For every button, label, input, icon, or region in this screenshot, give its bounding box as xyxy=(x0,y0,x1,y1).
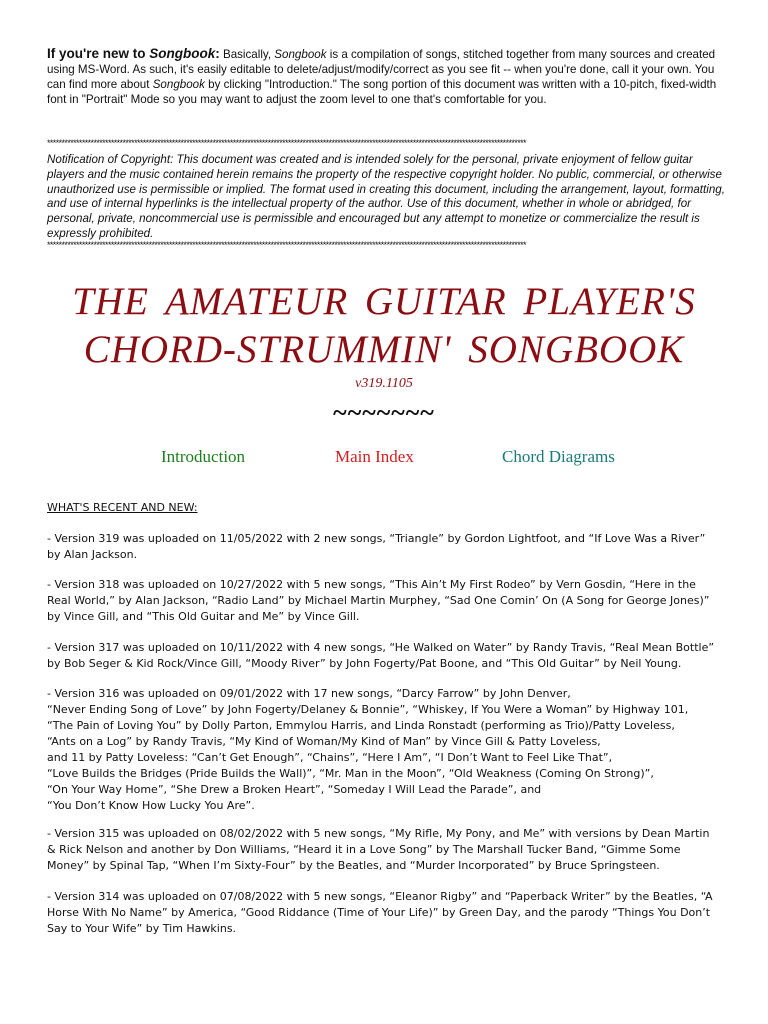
recent-heading: WHAT'S RECENT AND NEW: xyxy=(47,501,198,514)
news-line: & Rick Nelson and another by Don Williams, “Heard it in a Love Song” by The Marshall Tucker Band, “Gimme Some xyxy=(47,843,681,856)
intro-lead-colon: : xyxy=(215,46,220,61)
intro-text: by clicking "Introduction." The song portion of this document was written with a 10-pitch, fixed-width font in "Portrait" Mode so you may want to adjust the zoom level to one that's comfortable for you. xyxy=(47,78,717,106)
news-line: by Vince Gill, and “This Old Guitar and Me” by Vince Gill. xyxy=(47,610,360,623)
news-line: “Love Builds the Bridges (Pride Builds the Wall)”, “Mr. Man in the Moon”, “Old Weakness (Coming On Strong)”, xyxy=(47,767,654,780)
news-item-v316 xyxy=(47,686,727,814)
separator-top: ********************************************************************************************************************************************************************* xyxy=(47,138,526,148)
news-line: by Bob Seger & Kid Rock/Vince Gill, “Moody River” by John Fogerty/Pat Boone, and “This Old Guitar” by Neil Young. xyxy=(47,657,682,670)
chord-diagrams-link[interactable]: Chord Diagrams xyxy=(502,447,615,466)
news-line: Real World,” by Alan Jackson, “Radio Land” by Michael Martin Murphey, “Sad One Comin’ On (A Song for George Jones)” xyxy=(47,594,710,607)
intro-songbook-name: Songbook xyxy=(152,78,205,91)
news-line: “Never Ending Song of Love” by John Fogerty/Delaney & Bonnie”, “Whiskey, If You Were a Woman” by Highway 101, xyxy=(47,703,689,716)
news-line: - Version 319 was uploaded on 11/05/2022 with 2 new songs, “Triangle” by Gordon Lightfoot, and “If Love Was a River” xyxy=(47,532,706,545)
songbook-title-line1: THE AMATEUR GUITAR PLAYER'S xyxy=(72,280,696,323)
news-line: Say to Your Wife” by Tim Hawkins. xyxy=(47,922,237,935)
news-line: Horse With No Name” by America, “Good Riddance (Time of Your Life)” by Green Day, and the parody “Things You Don’t xyxy=(47,906,711,919)
copyright-notice: Notification of Copyright: This document was created and is intended solely for the personal, private enjoyment of fellow guitar players and the music contained herein remains the property of the respective copyright holder. No public, commercial, or otherwise unauthorized use is permissible or implied. The format used in creating this document, including the arrangement, layout, formatting, and use of internal hyperlinks is the intellectual property of the author. Use of this document, whether in whole or abridged, for personal, private, noncommercial use is permissible and encouraged but any attempt to monetize or commercialize the result is expressly prohibited. xyxy=(47,153,725,240)
news-line: - Version 315 was uploaded on 08/02/2022 with 5 new songs, “My Rifle, My Pony, and Me” with versions by Dean Martin xyxy=(47,827,710,840)
news-line: - Version 318 was uploaded on 10/27/2022 with 5 new songs, “This Ain’t My First Rodeo” by Vern Gosdin, “Here in the xyxy=(47,578,696,591)
news-line: - Version 316 was uploaded on 09/01/2022 with 17 new songs, “Darcy Farrow” by John Denver, xyxy=(47,687,571,700)
intro-paragraph xyxy=(47,46,727,107)
intro-lead xyxy=(47,46,220,61)
news-line: Money” by Spinal Tap, “When I’m Sixty-Four” by the Beatles, and “Murder Incorporated” by Bruce Springsteen. xyxy=(47,859,660,872)
main-index-link[interactable]: Main Index xyxy=(335,447,414,466)
intro-lead-name: Songbook xyxy=(149,46,216,61)
tilde-divider: ~~~~~~~ xyxy=(333,398,435,427)
news-line: - Version 314 was uploaded on 07/08/2022 with 5 new songs, “Eleanor Rigby” and “Paperback Writer” by the Beatles, “A xyxy=(47,890,713,903)
news-line: “The Pain of Loving You” by Dolly Parton, Emmylou Harris, and Linda Ronstadt (performing as Trio)/Patty Loveless, xyxy=(47,719,675,732)
news-line: and 11 by Patty Loveless: “Can’t Get Enough”, “Chains”, “Here I Am”, “I Don’t Want to Feel Like That”, xyxy=(47,751,613,764)
news-line: “You Don’t Know How Lucky You Are”. xyxy=(47,799,255,812)
songbook-title-line2: CHORD-STRUMMIN' SONGBOOK xyxy=(83,328,685,371)
intro-text: is a compilation of songs, stitched together from many sources and created using MS-Word. As such, it's easily editable to delete/adjust/modify/correct as you see fit -- when you're done, call it your own. You can find more about xyxy=(47,48,716,91)
news-item-v315 xyxy=(47,826,727,874)
news-line: “Ants on a Log” by Randy Travis, “My Kind of Woman/My Kind of Man” by Vince Gill & Patty Loveless, xyxy=(47,735,601,748)
introduction-link[interactable]: Introduction xyxy=(161,447,246,466)
news-line: by Alan Jackson. xyxy=(47,548,138,561)
news-item-v318 xyxy=(47,577,727,625)
version-label: v319.1105 xyxy=(355,376,413,391)
news-item-v319 xyxy=(47,531,727,563)
news-line: “On Your Way Home”, “She Drew a Broken Heart”, “Someday I Will Lead the Parade”, and xyxy=(47,783,542,796)
news-item-v317 xyxy=(47,640,727,672)
separator-bottom: ********************************************************************************************************************************************************************* xyxy=(47,240,526,250)
intro-songbook-name: Songbook xyxy=(274,48,327,61)
intro-text: Basically, xyxy=(219,48,275,61)
news-line: - Version 317 was uploaded on 10/11/2022 with 4 new songs, “He Walked on Water” by Randy Travis, “Real Mean Bottle” xyxy=(47,641,715,654)
news-item-v314 xyxy=(47,889,727,937)
intro-lead-prefix: If you're new to xyxy=(47,46,150,61)
